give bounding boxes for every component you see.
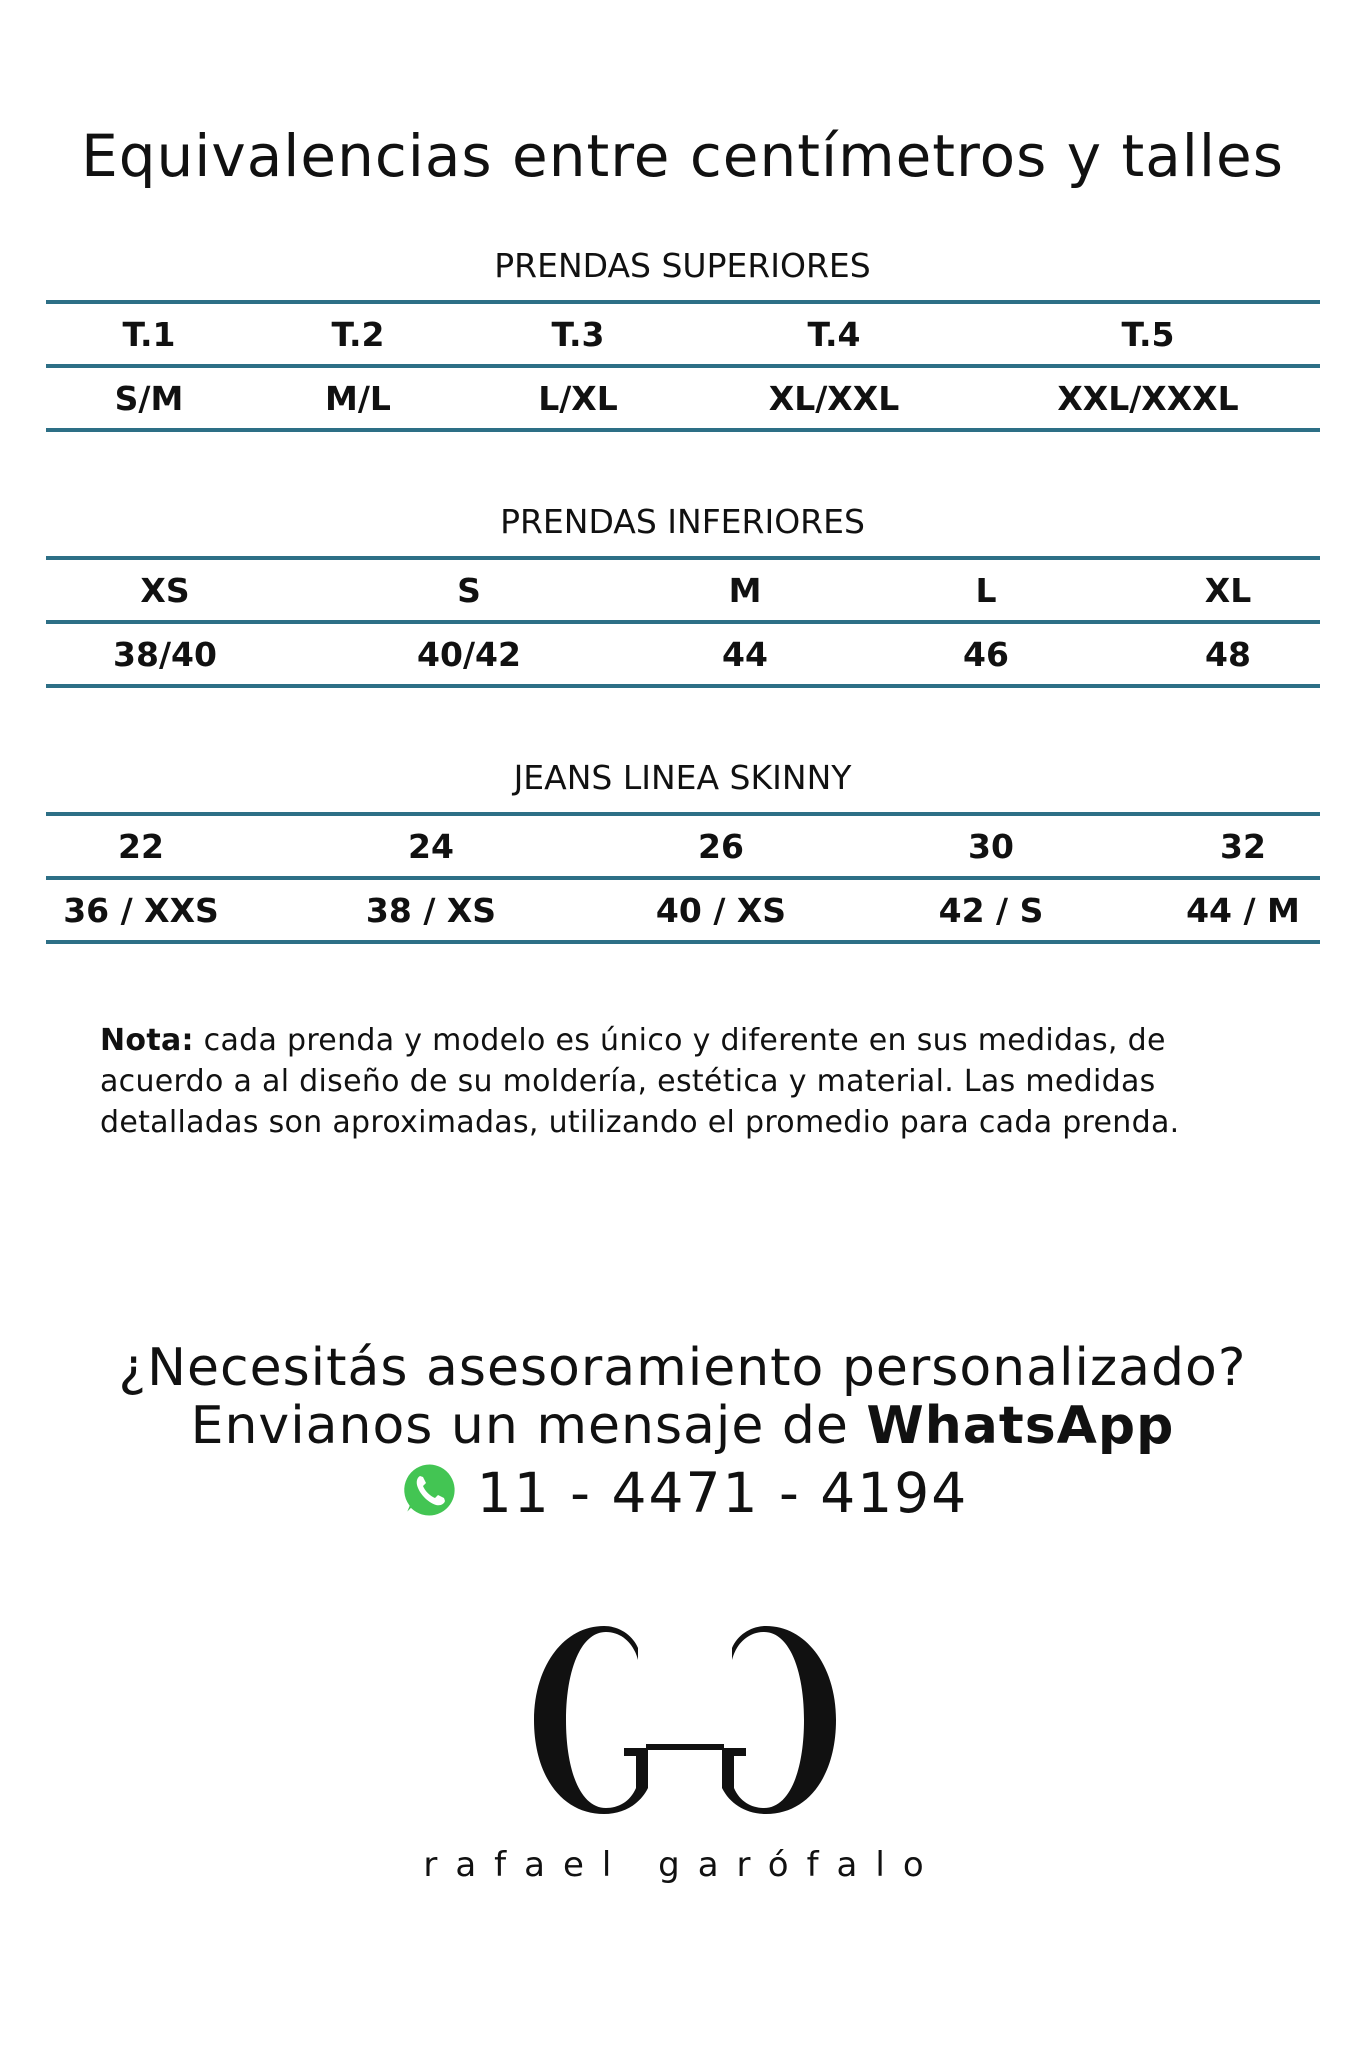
contact-message bbox=[0, 1396, 1365, 1456]
size-table-inferiores bbox=[46, 556, 1320, 688]
table-cell: T.5 bbox=[976, 302, 1320, 366]
section-heading-inferiores: PRENDAS INFERIORES bbox=[500, 502, 865, 541]
table-cell: 36 / XXS bbox=[46, 878, 236, 942]
table-cell: M/L bbox=[252, 366, 464, 430]
size-table-superiores bbox=[46, 300, 1320, 432]
table-cell: XL/XXL bbox=[692, 366, 976, 430]
table-cell: 44 bbox=[654, 622, 836, 686]
table-cell: 26 bbox=[626, 814, 816, 878]
table-cell: 38 / XS bbox=[236, 878, 626, 942]
size-table-jeans bbox=[46, 812, 1320, 944]
whatsapp-contact[interactable] bbox=[0, 1458, 1365, 1528]
table-row-values bbox=[46, 366, 1320, 430]
table-cell: 40/42 bbox=[284, 622, 654, 686]
table-cell: 46 bbox=[836, 622, 1136, 686]
table-cell: 30 bbox=[816, 814, 1166, 878]
table-cell: 48 bbox=[1136, 622, 1320, 686]
section-heading-jeans: JEANS LINEA SKINNY bbox=[513, 758, 852, 797]
note-text: cada prenda y modelo es único y diferente en sus medidas, de acuerdo a al diseño de su moldería, estética y material. Las medidas detalladas son aproximadas, utilizando el promedio para cada prenda. bbox=[100, 1023, 1180, 1140]
table-cell: S/M bbox=[46, 366, 252, 430]
table-cell: M bbox=[654, 558, 836, 622]
table-cell: S bbox=[284, 558, 654, 622]
table-cell: T.1 bbox=[46, 302, 252, 366]
table-row-header bbox=[46, 558, 1320, 622]
table-cell: L/XL bbox=[464, 366, 692, 430]
table-cell: 22 bbox=[46, 814, 236, 878]
contact-question: ¿Necesitás asesoramiento personalizado? bbox=[118, 1338, 1247, 1398]
section-heading-superiores: PRENDAS SUPERIORES bbox=[494, 246, 871, 285]
size-note bbox=[100, 1020, 1280, 1143]
brand-logo bbox=[520, 1620, 850, 1820]
contact-message-prefix: Envianos un mensaje de bbox=[190, 1396, 867, 1456]
table-cell: T.2 bbox=[252, 302, 464, 366]
table-cell: 24 bbox=[236, 814, 626, 878]
table-cell: 40 / XS bbox=[626, 878, 816, 942]
table-row-header bbox=[46, 302, 1320, 366]
table-cell: T.3 bbox=[464, 302, 692, 366]
whatsapp-icon bbox=[397, 1458, 463, 1528]
phone-number[interactable]: 11 - 4471 - 4194 bbox=[476, 1461, 969, 1525]
table-row-header bbox=[46, 814, 1320, 878]
page-title: Equivalencias entre centímetros y talles bbox=[81, 122, 1284, 190]
table-cell: T.4 bbox=[692, 302, 976, 366]
table-cell: L bbox=[836, 558, 1136, 622]
table-row-values bbox=[46, 622, 1320, 686]
table-cell: 38/40 bbox=[46, 622, 284, 686]
note-label: Nota: bbox=[100, 1023, 194, 1058]
brand-name: rafael garófalo bbox=[423, 1845, 942, 1885]
table-cell: XL bbox=[1136, 558, 1320, 622]
table-cell: 32 bbox=[1166, 814, 1320, 878]
table-cell: XS bbox=[46, 558, 284, 622]
contact-message-brand: WhatsApp bbox=[866, 1396, 1175, 1456]
table-row-values bbox=[46, 878, 1320, 942]
table-cell: XXL/XXXL bbox=[976, 366, 1320, 430]
table-cell: 44 / M bbox=[1166, 878, 1320, 942]
table-cell: 42 / S bbox=[816, 878, 1166, 942]
